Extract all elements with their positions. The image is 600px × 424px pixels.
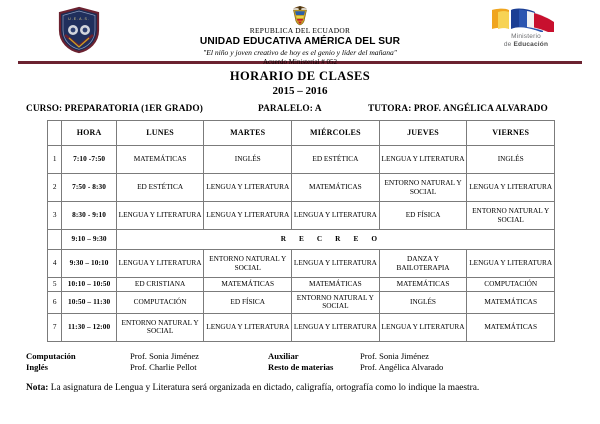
subject-cell: ED ESTÉTICA	[116, 174, 204, 202]
table-header-row	[48, 121, 555, 146]
subject-cell: DANZA Y BAILOTERAPIA	[379, 250, 467, 278]
subject-cell: MATEMÁTICAS	[204, 278, 292, 292]
subject-cell: LENGUA Y LITERATURA	[204, 174, 292, 202]
ecuador-coat-of-arms-icon	[289, 5, 311, 26]
schedule-table-wrapper	[0, 120, 600, 342]
page-title: HORARIO DE CLASES	[229, 69, 371, 83]
svg-text:U.E.A.S.: U.E.A.S.	[68, 17, 90, 21]
subject-cell: LENGUA Y LITERATURA	[204, 313, 292, 341]
teachers-footer	[0, 342, 600, 373]
footer-role-teacher-1: Prof. Sonia Jiménez	[360, 350, 429, 361]
period-number	[48, 230, 62, 250]
subject-cell: COMPUTACIÓN	[467, 278, 555, 292]
period-time: 10:50 – 11:30	[62, 292, 116, 314]
school-year: 2015 – 2016	[272, 85, 328, 97]
ministerial-agreement: Acuerdo Ministerial # 052	[262, 58, 338, 66]
subject-cell: MATEMÁTICAS	[467, 292, 555, 314]
table-row	[48, 313, 555, 341]
table-row	[48, 202, 555, 230]
subject-cell: LENGUA Y LITERATURA	[467, 174, 555, 202]
note-label: Nota:	[26, 382, 49, 393]
break-cell: RECREO	[116, 230, 554, 250]
course-label: CURSO: PREPARATORIA (1ER GRADO)	[26, 104, 203, 114]
subject-cell: ED CRISTIANA	[116, 278, 204, 292]
school-motto: "El niño y joven creativo de hoy es el genio y líder del mañana"	[203, 48, 397, 57]
footer-subject-1: Computación	[26, 350, 76, 361]
table-row	[48, 146, 555, 174]
header-miercoles: MIÉRCOLES	[292, 121, 380, 146]
ministry-book-icon	[489, 6, 563, 32]
footer-teacher-1: Prof. Sonia Jiménez	[130, 350, 199, 361]
period-number: 5	[48, 278, 62, 292]
period-time: 7:50 - 8:30	[62, 174, 116, 202]
period-number: 1	[48, 146, 62, 174]
subject-cell: MATEMÁTICAS	[467, 313, 555, 341]
period-time: 8:30 - 9:10	[62, 202, 116, 230]
note-block	[0, 373, 600, 395]
table-row	[48, 174, 555, 202]
header-lunes: LUNES	[116, 121, 204, 146]
period-number: 6	[48, 292, 62, 314]
ministry-line-2-prefix: de	[503, 40, 514, 48]
footer-role-2: Resto de materias	[268, 361, 334, 372]
note-text: La asignatura de Lengua y Literatura será organizada en dictado, caligrafía, ortografía como lo indique la maestra.	[48, 382, 480, 393]
subject-cell: LENGUA Y LITERATURA	[204, 202, 292, 230]
header-jueves: JUEVES	[379, 121, 467, 146]
ministry-of-education-logo	[480, 6, 572, 52]
period-time: 7:10 -7:50	[62, 146, 116, 174]
subject-cell: LENGUA Y LITERATURA	[292, 313, 380, 341]
subject-cell: MATEMÁTICAS	[292, 278, 380, 292]
header-martes: MARTES	[204, 121, 292, 146]
schedule-table-body	[48, 146, 555, 342]
schedule-table	[47, 120, 555, 342]
letterhead	[0, 0, 600, 66]
subject-cell: MATEMÁTICAS	[292, 174, 380, 202]
subject-cell: LENGUA Y LITERATURA	[116, 250, 204, 278]
tutor-label: TUTORA: PROF. ANGÉLICA ALVARADO	[368, 104, 548, 114]
subject-cell: ENTORNO NATURAL Y SOCIAL	[467, 202, 555, 230]
subject-cell: INGLÉS	[204, 146, 292, 174]
subject-cell: LENGUA Y LITERATURA	[116, 202, 204, 230]
period-time: 11:30 – 12:00	[62, 313, 116, 341]
subject-cell: LENGUA Y LITERATURA	[467, 250, 555, 278]
subject-cell: ENTORNO NATURAL Y SOCIAL	[116, 313, 204, 341]
period-number: 4	[48, 250, 62, 278]
subject-cell: COMPUTACIÓN	[116, 292, 204, 314]
period-time: 9:10 – 9:30	[62, 230, 116, 250]
ministry-line-2-bold: Educación	[513, 40, 549, 48]
subject-cell: ED ESTÉTICA	[292, 146, 380, 174]
subject-cell: INGLÉS	[467, 146, 555, 174]
ministry-logo-text	[480, 33, 572, 48]
header-viernes: VIERNES	[467, 121, 555, 146]
subject-cell: ENTORNO NATURAL Y SOCIAL	[292, 292, 380, 314]
subject-cell: LENGUA Y LITERATURA	[292, 202, 380, 230]
subject-cell: ED FÍSICA	[204, 292, 292, 314]
subject-cell: LENGUA Y LITERATURA	[379, 146, 467, 174]
teacher-row	[26, 362, 600, 373]
table-row	[48, 278, 555, 292]
subject-cell: MATEMÁTICAS	[116, 146, 204, 174]
section-label: PARALELO: A	[258, 104, 322, 114]
ministry-line-2	[480, 41, 572, 49]
subject-cell: LENGUA Y LITERATURA	[292, 250, 380, 278]
header-hora: HORA	[62, 121, 116, 146]
footer-role-1: Auxiliar	[268, 350, 299, 361]
period-time: 10:10 – 10:50	[62, 278, 116, 292]
footer-role-teacher-2: Prof. Angélica Alvarado	[360, 361, 444, 372]
teacher-row	[26, 351, 600, 362]
table-row	[48, 250, 555, 278]
course-meta-row	[0, 104, 600, 114]
footer-teacher-2: Prof. Charlie Pellot	[130, 361, 197, 372]
school-name: UNIDAD EDUCATIVA AMÉRICA DEL SUR	[199, 36, 401, 47]
subject-cell: MATEMÁTICAS	[379, 278, 467, 292]
country-name: REPUBLICA DEL ECUADOR	[249, 26, 351, 35]
subject-cell: INGLÉS	[379, 292, 467, 314]
period-number: 3	[48, 202, 62, 230]
subject-cell: ENTORNO NATURAL Y SOCIAL	[379, 174, 467, 202]
footer-subject-2: Inglés	[26, 361, 48, 372]
subject-cell: LENGUA Y LITERATURA	[379, 313, 467, 341]
subject-cell: ED FÍSICA	[379, 202, 467, 230]
period-time: 9:30 – 10:10	[62, 250, 116, 278]
period-number: 7	[48, 313, 62, 341]
header-index	[48, 121, 62, 146]
table-row	[48, 230, 555, 250]
school-crest-icon	[56, 6, 102, 54]
period-number: 2	[48, 174, 62, 202]
table-row	[48, 292, 555, 314]
subject-cell: ENTORNO NATURAL Y SOCIAL	[204, 250, 292, 278]
ministry-line-1: Ministerio	[511, 33, 541, 40]
